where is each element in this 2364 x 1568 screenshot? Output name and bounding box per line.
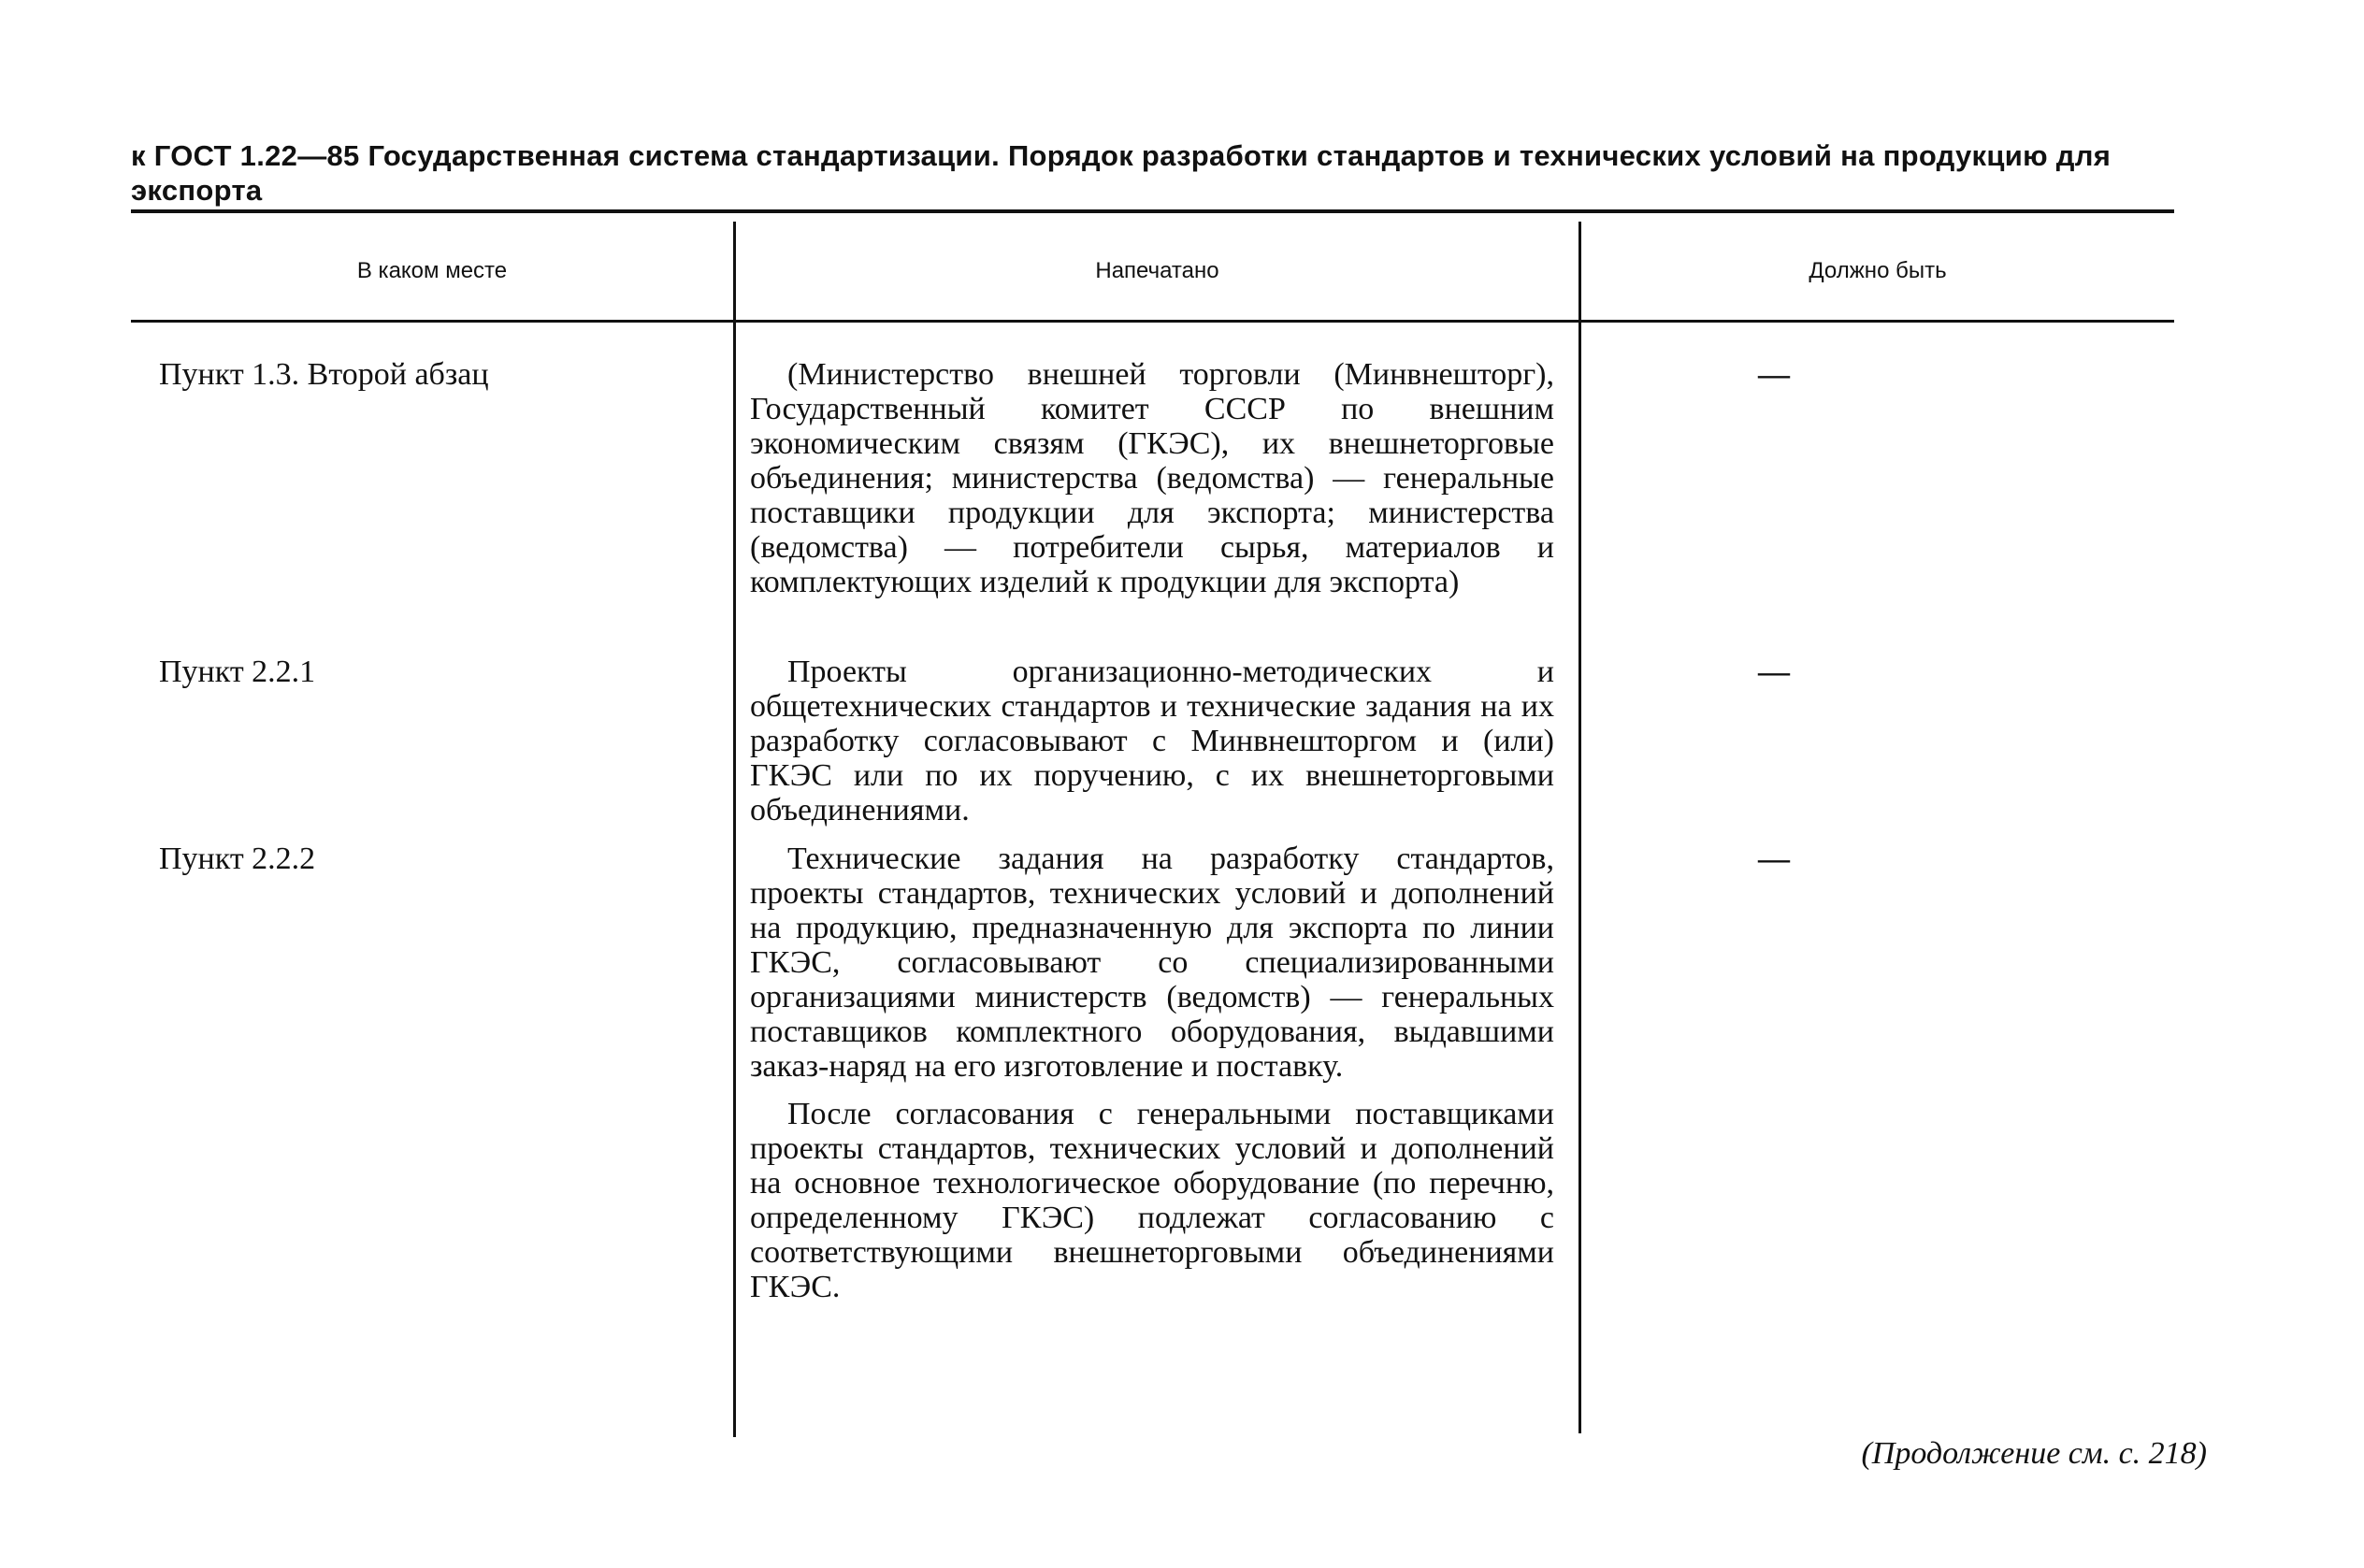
printed-cell (750, 655, 1554, 827)
printed-paragraph: (Министерство внешней торговли (Минвнешторг), Государственный комитет СССР по внешним экономическим связям (ГКЭС), их внешнеторговые объединения; министерства (ведомства) — генеральные поставщики продукции для экспорта; министерства (ведомства) — потребители сырья, материалов и комплектующих изделий к продукции для экспорта) (750, 357, 1554, 599)
place-cell: Пункт 1.3. Второй абзац (159, 357, 489, 392)
column-header-should-be: Должно быть (1809, 258, 1947, 283)
column-header-place: В каком месте (356, 258, 508, 283)
column-divider-1 (733, 222, 736, 1437)
header-rule (131, 320, 2174, 323)
column-divider-2 (1578, 222, 1581, 1433)
printed-paragraph: Технические задания на разработку стандартов, проекты стандартов, технических условий и дополнений на продукцию, предназначенную для экспорта по линии ГКЭС, согласовывают со специализированными организациями министерств (ведомств) — генеральных поставщиков комплектного оборудования, выдавшими заказ-наряд на его изготовление и поставку. (750, 842, 1554, 1084)
page-header: к ГОСТ 1.22—85 Государственная система стандартизации. Порядок разработки стандартов и технических условий на продукцию для экспорта (131, 139, 2112, 207)
printed-cell (750, 357, 1554, 599)
should-be-cell: — (1758, 655, 1790, 689)
should-be-cell: — (1758, 842, 1790, 876)
continuation-note: (Продолжение см. с. 218) (1861, 1436, 2207, 1471)
top-rule (131, 209, 2174, 213)
place-cell: Пункт 2.2.1 (159, 655, 316, 689)
place-cell: Пункт 2.2.2 (159, 842, 316, 876)
printed-paragraph: После согласования с генеральными поставщиками проекты стандартов, технических условий и дополнений на основное технологическое оборудование (по перечню, определенному ГКЭС) подлежат согласованию с соответствующими внешнеторговыми объединениями ГКЭС. (750, 1097, 1554, 1304)
should-be-cell: — (1758, 357, 1790, 392)
printed-paragraph: Проекты организационно-методических и общетехнических стандартов и технические задания на их разработку согласовывают с Минвнешторгом и (или) ГКЭС или по их поручению, с их внешнеторговыми объединениями. (750, 655, 1554, 827)
printed-cell (750, 842, 1554, 1304)
column-header-printed: Напечатано (1095, 258, 1219, 283)
